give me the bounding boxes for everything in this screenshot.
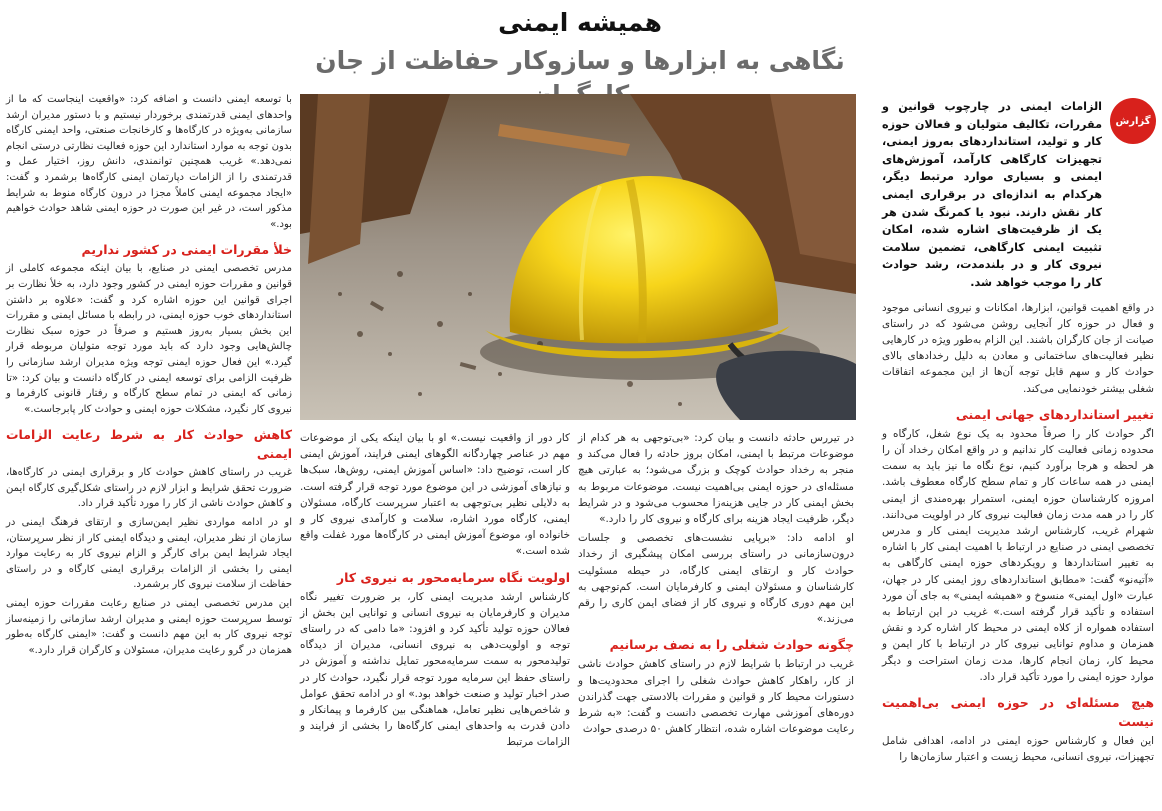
paragraph: او در ادامه مواردی نظیر ایمن‌سازی و ارتقای فرهنگ ایمنی در سازمان از نظر مدیران، ایمنی و دیدگاه ایمنی کار از نظر سرپرستان، ایجاد شرایط ایمن برای کارگر و الزام نیروی کار به رعایت موارد ایمنی را بخشی از الزامات برقراری ایمنی کارگاه و در راستای حفاظت از سلامت نیروی کار برشمرد. [6,517,292,591]
column-mid-right [578,430,854,740]
paragraph: غریب در راستای کاهش حوادث کار و برقراری ایمنی در کارگاه‌ها، ضرورت تحقق شرایط و ابزار لازم در راستای شکل‌گیری کارگاه ایمن و کاهش حوادث ناشی از کار را مورد تأکید قرار داد. [6,467,292,510]
subheading: اولویت نگاه سرمایه‌محور به نیروی کار [336,569,570,585]
intro-paragraph: در واقع اهمیت قوانین، ابزارها، امکانات و نیروی انسانی موجود و فعال در حوزه کار آنجایی روشن می‌شود که در راستای صیانت از جان کارگران باشند. این الزام به‌طور ویژه در کارهایی نظیر فعالیت‌های ساختمانی و معادن به دلیل رخدادهای بالای حوادث کار و سهم قابل توجه آن‌ها از این مجموعه اتفاقات شغلی بیشتر خودنمایی می‌کند. [882,301,1154,395]
paragraph: در تیررس حادثه دانست و بیان کرد: «بی‌توجهی به هر کدام از موضوعات مرتبط با ایمنی، امکان بروز حادثه را فعال می‌کند و منجر به رخداد حوادث کوچک و بزرگ می‌شود؛ به عبارتی هیچ مسئله‌ای در حوزه ایمنی بی‌اهمیت نیست. موضوعات مربوط به بخش ایمنی کار در جایی هزینه‌زا محسوب می‌شود و در شرایط دیگر، ظرفیت ایجاد هزینه برای کارگاه و نیروی کار را دارد.» [578,432,854,526]
column-mid-left [300,430,570,754]
paragraph: این مدرس تخصصی ایمنی در صنایع رعایت مقررات حوزه ایمنی توسط سرپرست حوزه ایمنی و مدیران ارشد سازمانی را زمینه‌ساز توجه نیروی کار به این مهم دانست و گفت: «ایمنی کارگاه به‌طور همزمان در گرو رعایت مدیران، مسئولان و کارگران قرار دارد.» [6,598,292,656]
paragraph: کار دور از واقعیت نیست.» او با بیان اینکه یکی از موضوعات مهم در عناصر چهاردگانه الگوهای ایمنی فرایند، آموزش ایمنی کار است، توضیح داد: «اساس آموزش ایمنی، روش‌ها، سبک‌ها و نیازهای آموزشی در این موضوع مورد توجه قرار گرفته است. به دلایلی نظیر بی‌توجهی به اعتبار سرپرست کارگاه، مسئولان ایمنی، کارگاه مورد اشاره، سلامت و کارآمدی نیروی کار و خانواده او، موضوع آموزش ایمنی در کارگاه‌ها مورد غفلت واقع شده است.» [300,432,570,558]
subheading: کاهش حوادث کار به شرط رعایت الزامات ایمنی [6,427,292,462]
paragraph: اگر حوادث کار را صرفاً محدود به یک نوع شغل، کارگاه و محدوده زمانی فعالیت کار ندانیم و در واقع امکان رخداد آن را هر لحظه و هرجا برآورد کنیم، نوع نگاه ما نیز باید به سمت ایمنی در همه ساعات کار و تمام سطح کارگاه معطوف باشد. امروزه کارشناسان حوزه ایمنی، استمرار بهره‌مندی از ایمنی کار را در همه مدت زمان فعالیت نیروی کار در اولویت می‌دانند. شهرام غریب، کارشناس ارشد مدیریت ایمنی کار و مدرس تخصصی ایمنی در صنایع در ارتباط با اهمیت ایمنی کار با اشاره به تغییر استانداردها و رویکردهای حوزه ایمنی کارگاهی به «آتیه‌نو» گفت: «مطابق استانداردهای روز ایمنی کار در جهان، عبارت «اول ایمنی» منسوخ و «همیشه ایمنی» به جای آن مورد استفاده و تأکید قرار گرفته است.» غریب در این ارتباط به استفاده همواره از کلاه ایمنی در محیط کار اشاره کرد و نقش همزمان و مداوم توانایی نیروی کار در ارتباط با کار ایمن و محیط کار، زمان انجام کارها، مدت زمان استراحت و دیگر موارد حوزه ایمنی را مورد تأکید قرار داد. [882,427,1154,683]
kicker: همیشه ایمنی [498,8,662,37]
subheading: تغییر استانداردهای جهانی ایمنی [955,406,1154,422]
paragraph: کارشناس ارشد مدیریت ایمنی کار، بر ضرورت تغییر نگاه مدیران و کارفرمایان به نیروی انسانی و توانایی این بخش از فعالان حوزه تولید تأکید کرد و افزود: «ما دامی که در راستای توجه و اولویت‌دهی به نیروی انسانی، مدیران از دیدگاه تولیدمحور به سمت سرمایه‌محور تمایل نداشته و آموزش در راستای حفظ این سرمایه مورد توجه قرار نگیرد، حوادث کار در صدر اخبار تولید و صنعت خواهد بود.» او در ادامه تحقق عوامل و شاخص‌هایی نظیر تعامل، هماهنگی بین کارفرما و پیمانکار و دادن قدرت به واحدهای ایمنی کارگاه‌ها را بخشی از فرایند و الزامات مرتبط [300,590,570,749]
subheading: خلأ مقررات ایمنی در کشور نداریم [81,242,292,258]
paragraph: مدرس تخصصی ایمنی در صنایع، با بیان اینکه مجموعه کاملی از قوانین و مقررات حوزه ایمنی در کشور وجود دارد، به خلأ نظارت بر اجرای قوانین این حوزه اشاره کرد و گفت: «علاوه بر داشتن استانداردهای خوب حوزه ایمنی، در رابطه با مسائل ایمنی و مقررات این بخش بسیار به‌روز هستیم و صرفاً در حوزه سبک نظارت چالش‌هایی وجود دارد که باید مورد توجه متولیان مربوطه قرار گیرد.» این فعال حوزه ایمنی توجه ویژه مدیران ارشد سازمانی را ظرفیت الزامی برای توسعه ایمنی در کارگاه دانست و بیان کرد: «تا زمانی که ایمنی در تمام سطح کارگاه و رفتار قانونی کارفرما و نیروی کار نگیرد، مشکلات حوزه ایمنی و حوادث کار پابرجاست.» [6,263,292,415]
helmet-illustration [300,94,856,420]
page-title: نگاهی به ابزارها و سازوکار حفاظت از جان [315,46,845,75]
paragraph: با توسعه ایمنی دانست و اضافه کرد: «واقعیت اینجاست که ما از واحدهای ایمنی قدرتمندی برخوردار نیستیم و با دستور مدیران ارشد سازمانی به‌ویژه در کارگاه‌ها و کارخانجات صنعتی، واحد ایمنی کارگاه بدون توجه به موارد استاندارد این حوزه فعالیت نظارتی درستی انجام نمی‌دهد.» غریب همچنین توانمندی، دانش روز، اختیار عمل و قدرتمندی را از الزامات دپارتمان ایمنی کارگاه‌ها برشمرد و گفت: «ایجاد مجموعه ایمنی کاملاً مجزا در درون کارگاه منوط به شرایط مذکور است، در غیر این صورت در حوزه ایمنی شاهد حوادث خواهیم بود.» [6,94,292,230]
column-right [882,98,1154,768]
paragraph: این فعال و کارشناس حوزه ایمنی در ادامه، اهدافی شامل تجهیزات، نیروی انسانی، محیط زیست و اعتبار سازمان‌ها را [882,735,1154,764]
paragraph: او ادامه داد: «برپایی نشست‌های تخصصی و جلسات درون‌سازمانی در راستای بررسی امکان پیشگیری از رخداد حوادث کار و ارتقای ایمنی کارگاه، در حیطه مسئولیت کارشناسان و مسئولان ایمنی و کارفرمایان است. کم‌توجهی به این مهم دوری کارگاه و نیروی کار از فضای ایمن کاری را رقم می‌زند.» [578,532,854,626]
helmet-photo [300,94,856,420]
lead-paragraph: الزامات ایمنی در چارچوب قوانین و مقررات، تکالیف متولیان و فعالان حوزه کار و تولید، استانداردهای به‌روز ایمنی، تجهیزات کارگاهی کارآمد، آموزش‌های ایمنی و بسیاری موارد مرتبط دیگر، هرکدام به اندازه‌ای در برقراری ایمنی کار نقش دارند. نبود یا کمرنگ شدن هر یک از ظرفیت‌های اشاره شده، امکان تثبیت ایمنی کارگاهی، تضمین سلامت نیروی کار و در بلندمدت، رشد حوادث کار را موجب خواهد شد. [882,100,1102,289]
report-badge: گزارش [1110,98,1156,144]
subheading: هیچ مسئله‌ای در حوزه ایمنی بی‌اهمیت نیست [882,695,1154,729]
paragraph: غریب در ارتباط با شرایط لازم در راستای کاهش حوادث ناشی از کار، راهکار کاهش حوادث شغلی را اجرای محدودیت‌ها و دستورات محیط کار و قوانین و مقررات بالادستی جهت گذراندن دوره‌های آموزشی مهارت تخصصی دانست و گفت: «به شرط رعایت موضوعات اشاره شده، انتظار کاهش ۵۰ درصدی حوادث [578,658,854,736]
column-left [6,92,292,661]
subheading: چگونه حوادث شغلی را به نصف برسانیم [609,637,854,653]
